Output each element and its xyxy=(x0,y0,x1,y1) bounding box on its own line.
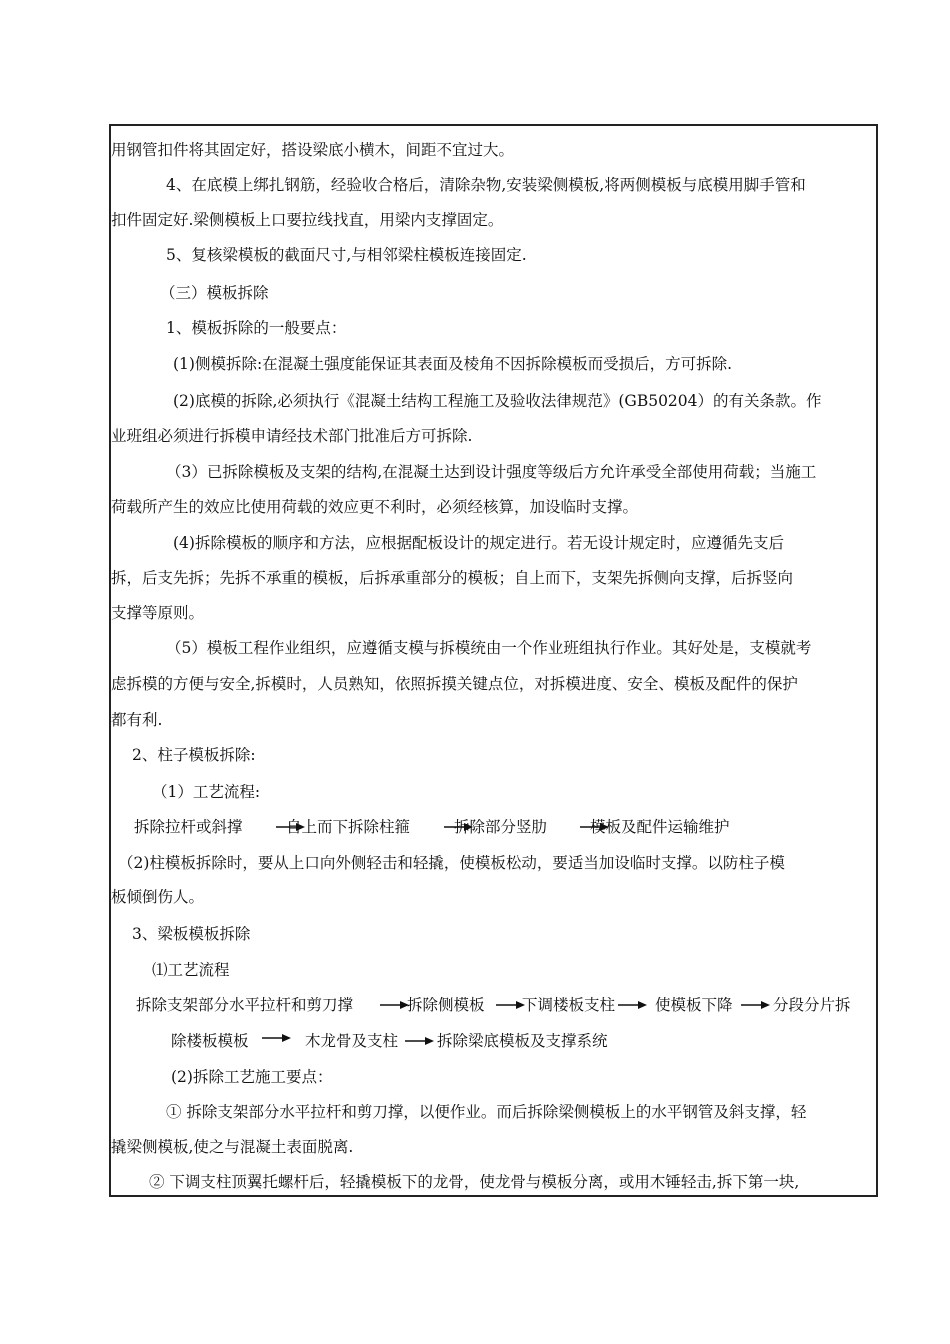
text-line: 荷载所产生的效应比使用荷载的效应更不利时，必须经核算，加设临时支撑。 xyxy=(111,498,639,516)
text-line: 板倾倒伤人。 xyxy=(111,888,205,906)
text-line: （2)柱模板拆除时，要从上口向外侧轻击和轻撬，使模板松动，要适当加设临时支撑。以防柱子模 xyxy=(118,854,785,872)
text-line: 虑拆模的方便与安全,拆模时，人员熟知，依照拆摸关键点位，对拆模进度、安全、模板及配件的保护 xyxy=(111,675,798,693)
arrow-icon xyxy=(262,1033,292,1043)
text-line: 4、在底模上绑扎钢筋，经验收合格后，清除杂物,安装梁侧模板,将两侧模板与底模用脚手管和 xyxy=(166,176,806,194)
text-line: 都有利. xyxy=(111,711,163,729)
text-line: (2)拆除工艺施工要点： xyxy=(171,1068,333,1086)
text-line: ① 拆除支架部分水平拉杆和剪刀撑，以便作业。而后拆除梁侧模板上的水平钢管及斜支撑，轻 xyxy=(166,1103,807,1121)
text-line: 支撑等原则。 xyxy=(111,604,205,622)
flow-step: 木龙骨及支柱 xyxy=(305,1032,399,1050)
text-line: 拆，后支先拆；先拆不承重的模板，后拆承重部分的模板；自上而下，支架先拆侧向支撑，后拆竖向 xyxy=(111,569,794,587)
text-line: （1）工艺流程: xyxy=(152,783,261,801)
text-line: (4)拆除模板的顺序和方法，应根据配板设计的规定进行。若无设计规定时，应遵循先支后 xyxy=(173,534,784,552)
text-line: 撬梁侧模板,使之与混凝土表面脱离. xyxy=(111,1138,354,1156)
text-line: （5）模板工程作业组织，应遵循支模与拆模统由一个作业班组执行作业。其好处是，支模就考 xyxy=(166,639,812,657)
section-heading: （三）模板拆除 xyxy=(160,284,269,302)
text-line: (1)侧模拆除:在混凝土强度能保证其表面及棱角不因拆除模板而受损后，方可拆除. xyxy=(173,355,733,373)
arrow-icon xyxy=(741,1000,771,1010)
flow-step: 拆除侧模板 xyxy=(407,996,485,1014)
text-line: 扣件固定好.梁侧模板上口要拉线找直，用梁内支撑固定。 xyxy=(111,211,504,229)
flow-step: 分段分片拆 xyxy=(773,996,851,1014)
flow-step: 拆除梁底模板及支撑系统 xyxy=(437,1032,608,1050)
flow-step: 拆除部分竖肋 xyxy=(454,818,548,836)
section-heading: 3、梁板模板拆除 xyxy=(132,925,251,943)
text-line: ② 下调支柱顶翼托螺杆后，轻撬模板下的龙骨，使龙骨与模板分离，或用木锤轻击,拆下第一块, xyxy=(149,1173,800,1191)
arrow-icon xyxy=(380,1000,410,1010)
text-line: ⑴工艺流程 xyxy=(152,961,230,979)
flow-step: 使模板下降 xyxy=(655,996,733,1014)
text-line: (2)底模的拆除,必须执行《混凝土结构工程施工及验收法律规范》(GB50204）的有关条款。作 xyxy=(173,392,822,410)
text-line: 业班组必须进行拆模申请经技术部门批准后方可拆除. xyxy=(111,427,473,445)
flow-step: 下调楼板支柱 xyxy=(522,996,616,1014)
flow-step: 自上而下拆除柱箍 xyxy=(286,818,411,836)
section-heading: 2、柱子模板拆除: xyxy=(132,746,256,764)
flow-step: 模板及配件运输维护 xyxy=(590,818,730,836)
text-line: 5、复核梁模板的截面尺寸,与相邻梁柱模板连接固定. xyxy=(166,246,527,264)
arrow-icon xyxy=(618,1000,648,1010)
text-line: 用钢管扣件将其固定好，搭设梁底小横木，间距不宜过大。 xyxy=(111,141,515,159)
flow-step: 除楼板模板 xyxy=(171,1032,249,1050)
arrow-icon xyxy=(405,1036,435,1046)
flow-step: 拆除支架部分水平拉杆和剪刀撑 xyxy=(136,996,354,1014)
text-line: （3）已拆除模板及支架的结构,在混凝土达到设计强度等级后方允许承受全部使用荷载；当施工 xyxy=(166,463,817,481)
text-line: 1、模板拆除的一般要点： xyxy=(166,319,347,337)
flow-step: 拆除拉杆或斜撑 xyxy=(134,818,243,836)
